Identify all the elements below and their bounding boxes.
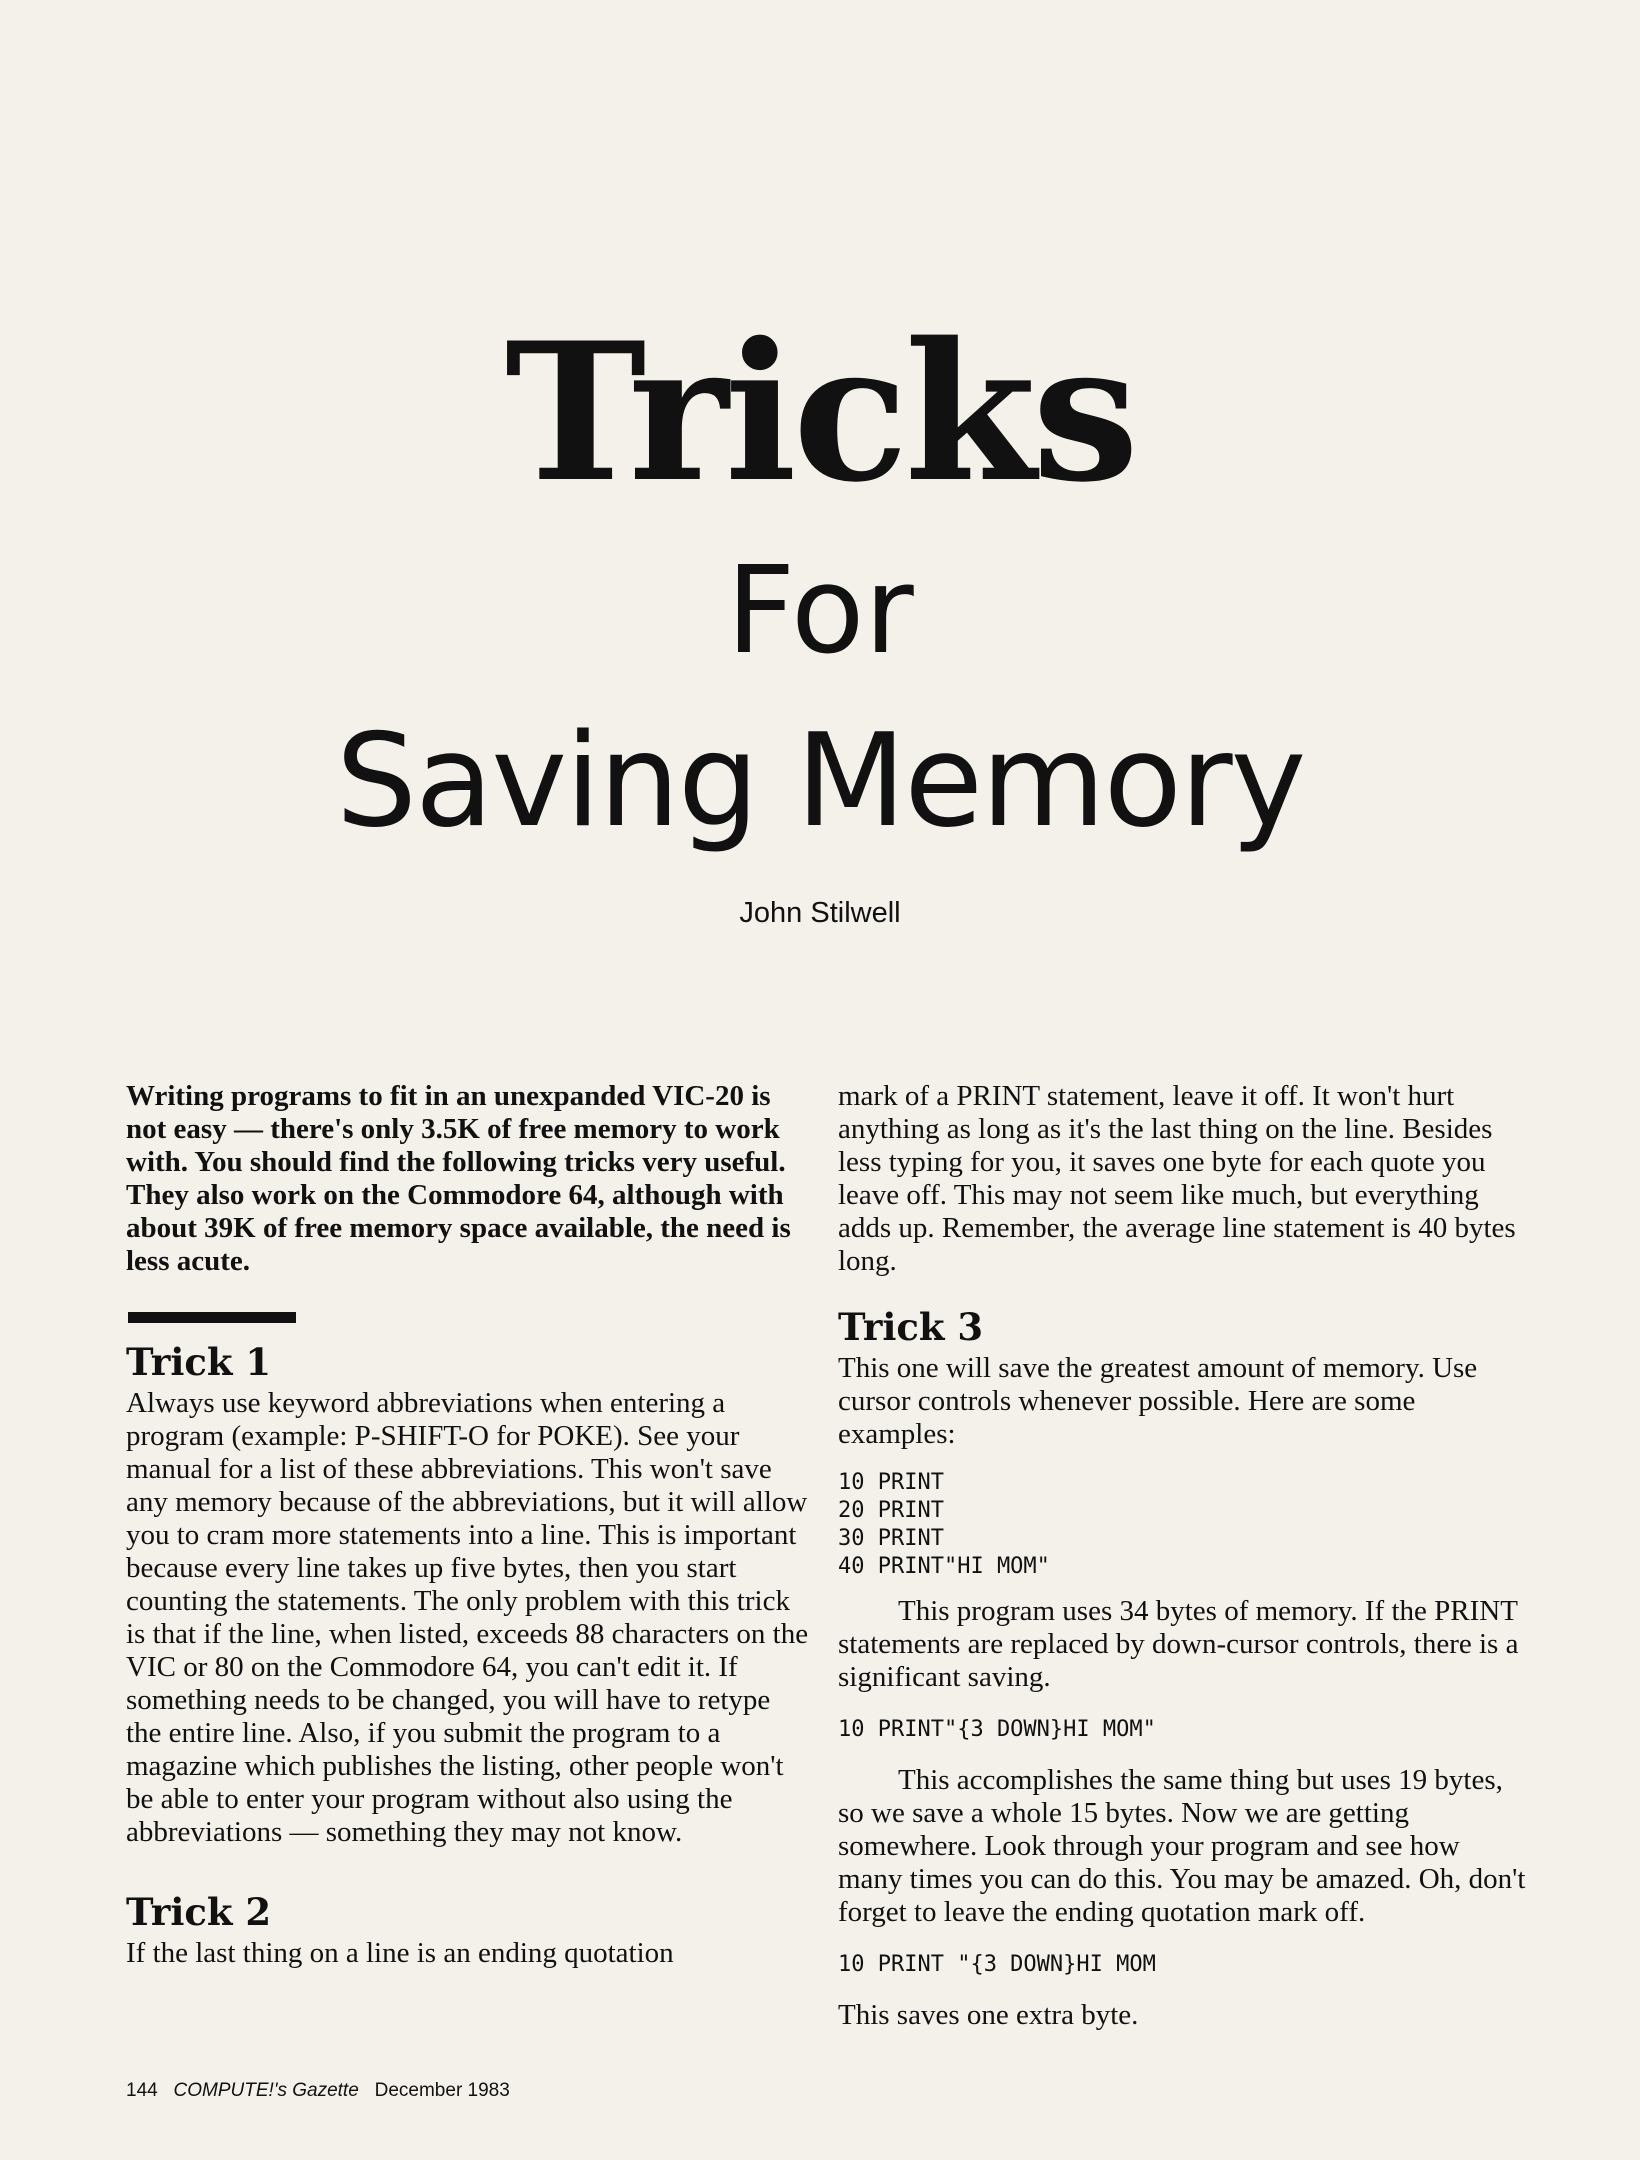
title-tricks: Tricks [504,301,1136,524]
right-column [838,1080,1528,2032]
trick3-body-3: This accomplishes the same thing but uses 19 bytes, so we save a whole 15 bytes. Now we are getting somewhere. Look through your program and see how many times you can do this. You may be amazed. Oh, don't forget to leave the ending quotation mark off. [838,1764,1526,1928]
code-listing-2: 10 PRINT"{3 DOWN}HI MOM" [838,1717,1156,1742]
intro-paragraph: Writing programs to fit in an unexpanded VIC-20 is not easy — there's only 3.5K of free memory to work with. You should find the following tricks very useful. They also work on the Commodore 64, although with about 39K of free memory space available, the need is less acute. [126,1080,791,1277]
trick2-heading: Trick 2 [126,1890,272,1934]
trick2-body-start: If the last thing on a line is an ending quotation [126,1937,674,1969]
page-number: 144 [126,2080,158,2101]
code-line: 30 PRINT [838,1526,944,1551]
trick3-heading: Trick 3 [838,1305,984,1349]
code-listing-3: 10 PRINT "{3 DOWN}HI MOM [838,1952,1156,1977]
trick1-body: Always use keyword abbreviations when entering a program (example: P-SHIFT-O for POKE). See your manual for a list of these abbreviations. This won't save any memory because of the abbreviations, but it will allow you to cram more statements into a line. This is important because every line takes up five bytes, then you start counting the statements. The only problem with this trick is that if the line, when listed, exceeds 88 characters on the VIC or 80 on the Commodore 64, you can't edit it. If something needs to be changed, you will have to retype the entire line. Also, if you submit the program to a magazine which publishes the listing, other people won't be able to enter your program without also using the abbreviations — something they may not know. [126,1387,809,1848]
title-for: For [726,542,914,681]
left-column [126,1080,811,1970]
trick1-heading: Trick 1 [126,1340,272,1384]
page-footer [126,2080,510,2102]
code-line: 20 PRINT [838,1498,944,1523]
trick2-body-continued: mark of a PRINT statement, leave it off. It won't hurt anything as long as it's the last thing on the line. Besides less typing for you, it saves one byte for each quote you leave off. This may not seem like much, but everything adds up. Remember, the average line statement is 40 bytes long. [838,1080,1516,1277]
magazine-name: COMPUTE!'s Gazette [173,2080,359,2101]
trick3-body-4: This saves one extra byte. [838,1999,1139,2031]
code-line: 10 PRINT [838,1470,944,1495]
code-line: 40 PRINT"HI MOM" [838,1554,1050,1579]
trick3-body-1: This one will save the greatest amount of memory. Use cursor controls whenever possible. Here are some examples: [838,1352,1478,1450]
issue-date: December 1983 [374,2080,510,2101]
author-byline: John Stilwell [739,897,901,929]
section-rule [128,1312,296,1323]
title-saving-memory: Saving Memory [335,707,1305,856]
trick3-body-2: This program uses 34 bytes of memory. If the PRINT statements are replaced by down-cursor controls, there is a significant saving. [838,1595,1519,1693]
code-listing-1 [838,1469,1528,1581]
